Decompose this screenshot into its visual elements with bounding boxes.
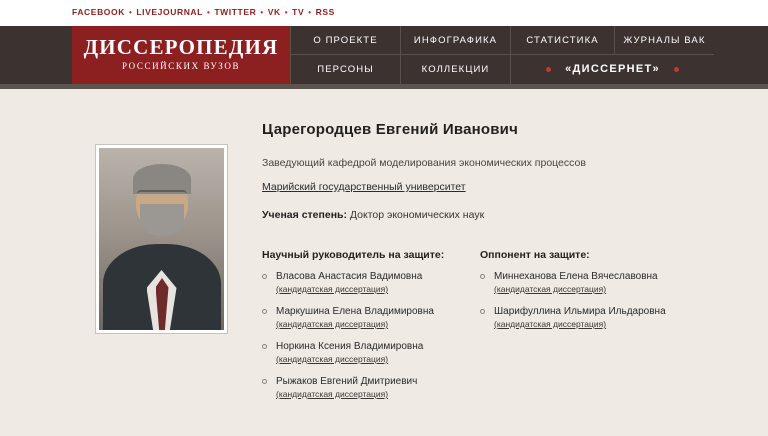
list-item-name: Норкина Ксения Владимировна: [276, 341, 424, 352]
logo-title: ДИССЕРОПЕДИЯ: [83, 35, 279, 59]
nav-brand-label: «ДИССЕРНЕТ»: [565, 63, 660, 75]
list-item-name: Власова Анастасия Вадимовна: [276, 271, 423, 282]
person-degree-value: Доктор экономических наук: [349, 209, 485, 221]
nav-item-vak-journals[interactable]: ЖУРНАЛЫ ВАК: [614, 26, 714, 55]
list-item: [262, 340, 467, 364]
list-item-dissertation-link[interactable]: (кандидатская диссертация): [494, 319, 607, 329]
list-item-dissertation-link[interactable]: (кандидатская диссертация): [276, 319, 389, 329]
social-separator: •: [308, 8, 312, 17]
nav-item-persons[interactable]: ПЕРСОНЫ: [290, 55, 400, 84]
social-separator: •: [260, 8, 264, 17]
person-university-link[interactable]: Марийский государственный университет: [262, 181, 466, 193]
list-item-name: Маркушина Елена Владимировна: [276, 306, 434, 317]
bullet-icon: [262, 379, 267, 384]
list-item-name: Шарифуллина Ильмира Ильдаровна: [494, 306, 666, 317]
person-photo-frame: [95, 144, 228, 334]
list-item-dissertation-link[interactable]: (кандидатская диссертация): [276, 354, 389, 364]
list-item-dissertation-link[interactable]: (кандидатская диссертация): [276, 389, 389, 399]
social-link-rss[interactable]: RSS: [315, 7, 335, 17]
person-position: Заведующий кафедрой моделирования экономических процессов: [262, 157, 586, 169]
dot-icon: [674, 67, 679, 72]
bullet-icon: [480, 309, 485, 314]
list-item: [262, 375, 467, 399]
list-item: [262, 270, 467, 294]
nav-item-dissernet[interactable]: [510, 55, 714, 84]
list-item-name: Миннеханова Елена Вячеславовна: [494, 271, 658, 282]
main-content: [0, 89, 768, 436]
footer-spacer: [0, 418, 768, 436]
bullet-icon: [262, 309, 267, 314]
social-link-livejournal[interactable]: LIVEJOURNAL: [136, 7, 203, 17]
social-link-tv[interactable]: TV: [292, 7, 305, 17]
social-separator: •: [128, 8, 133, 17]
dot-icon: [546, 67, 551, 72]
social-link-vk[interactable]: VK: [267, 7, 281, 17]
site-header: [0, 26, 768, 84]
list-item-name: Рыжаков Евгений Дмитриевич: [276, 376, 418, 387]
opponent-column: [480, 249, 695, 340]
nav-row-primary: [290, 26, 714, 55]
social-link-facebook[interactable]: FACEBOOK: [72, 7, 125, 17]
bullet-icon: [262, 274, 267, 279]
nav-item-about[interactable]: О ПРОЕКТЕ: [290, 26, 400, 55]
bullet-icon: [480, 274, 485, 279]
nav-item-statistics[interactable]: СТАТИСТИКА: [510, 26, 614, 55]
social-separator: •: [206, 8, 211, 17]
supervisor-title: Научный руководитель на защите:: [262, 249, 445, 261]
nav-item-collections[interactable]: КОЛЛЕКЦИИ: [400, 55, 510, 84]
supervisor-column: [262, 249, 467, 410]
list-item: [262, 305, 467, 329]
bullet-icon: [262, 344, 267, 349]
nav-item-infographics[interactable]: ИНФОГРАФИКА: [400, 26, 510, 55]
list-item: [480, 305, 695, 329]
main-navigation: [290, 26, 714, 84]
opponent-title: Оппонент на защите:: [480, 249, 590, 261]
page-title: Царегородцев Евгений Иванович: [262, 121, 518, 138]
list-item: [480, 270, 695, 294]
social-separator: •: [284, 8, 289, 17]
list-item-dissertation-link[interactable]: (кандидатская диссертация): [276, 284, 389, 294]
person-photo: [99, 148, 224, 330]
photo-beard-shape: [140, 204, 184, 236]
social-links: [72, 7, 335, 17]
glasses-icon: [137, 190, 187, 204]
social-link-twitter[interactable]: TWITTER: [214, 7, 257, 17]
nav-row-secondary: [290, 55, 714, 84]
list-item-dissertation-link[interactable]: (кандидатская диссертация): [494, 284, 607, 294]
top-social-bar: [0, 0, 768, 26]
logo-subtitle: РОССИЙСКИХ ВУЗОВ: [121, 61, 241, 71]
person-degree: [262, 209, 484, 221]
person-degree-label: Ученая степень:: [262, 209, 347, 221]
site-logo[interactable]: [72, 26, 290, 84]
